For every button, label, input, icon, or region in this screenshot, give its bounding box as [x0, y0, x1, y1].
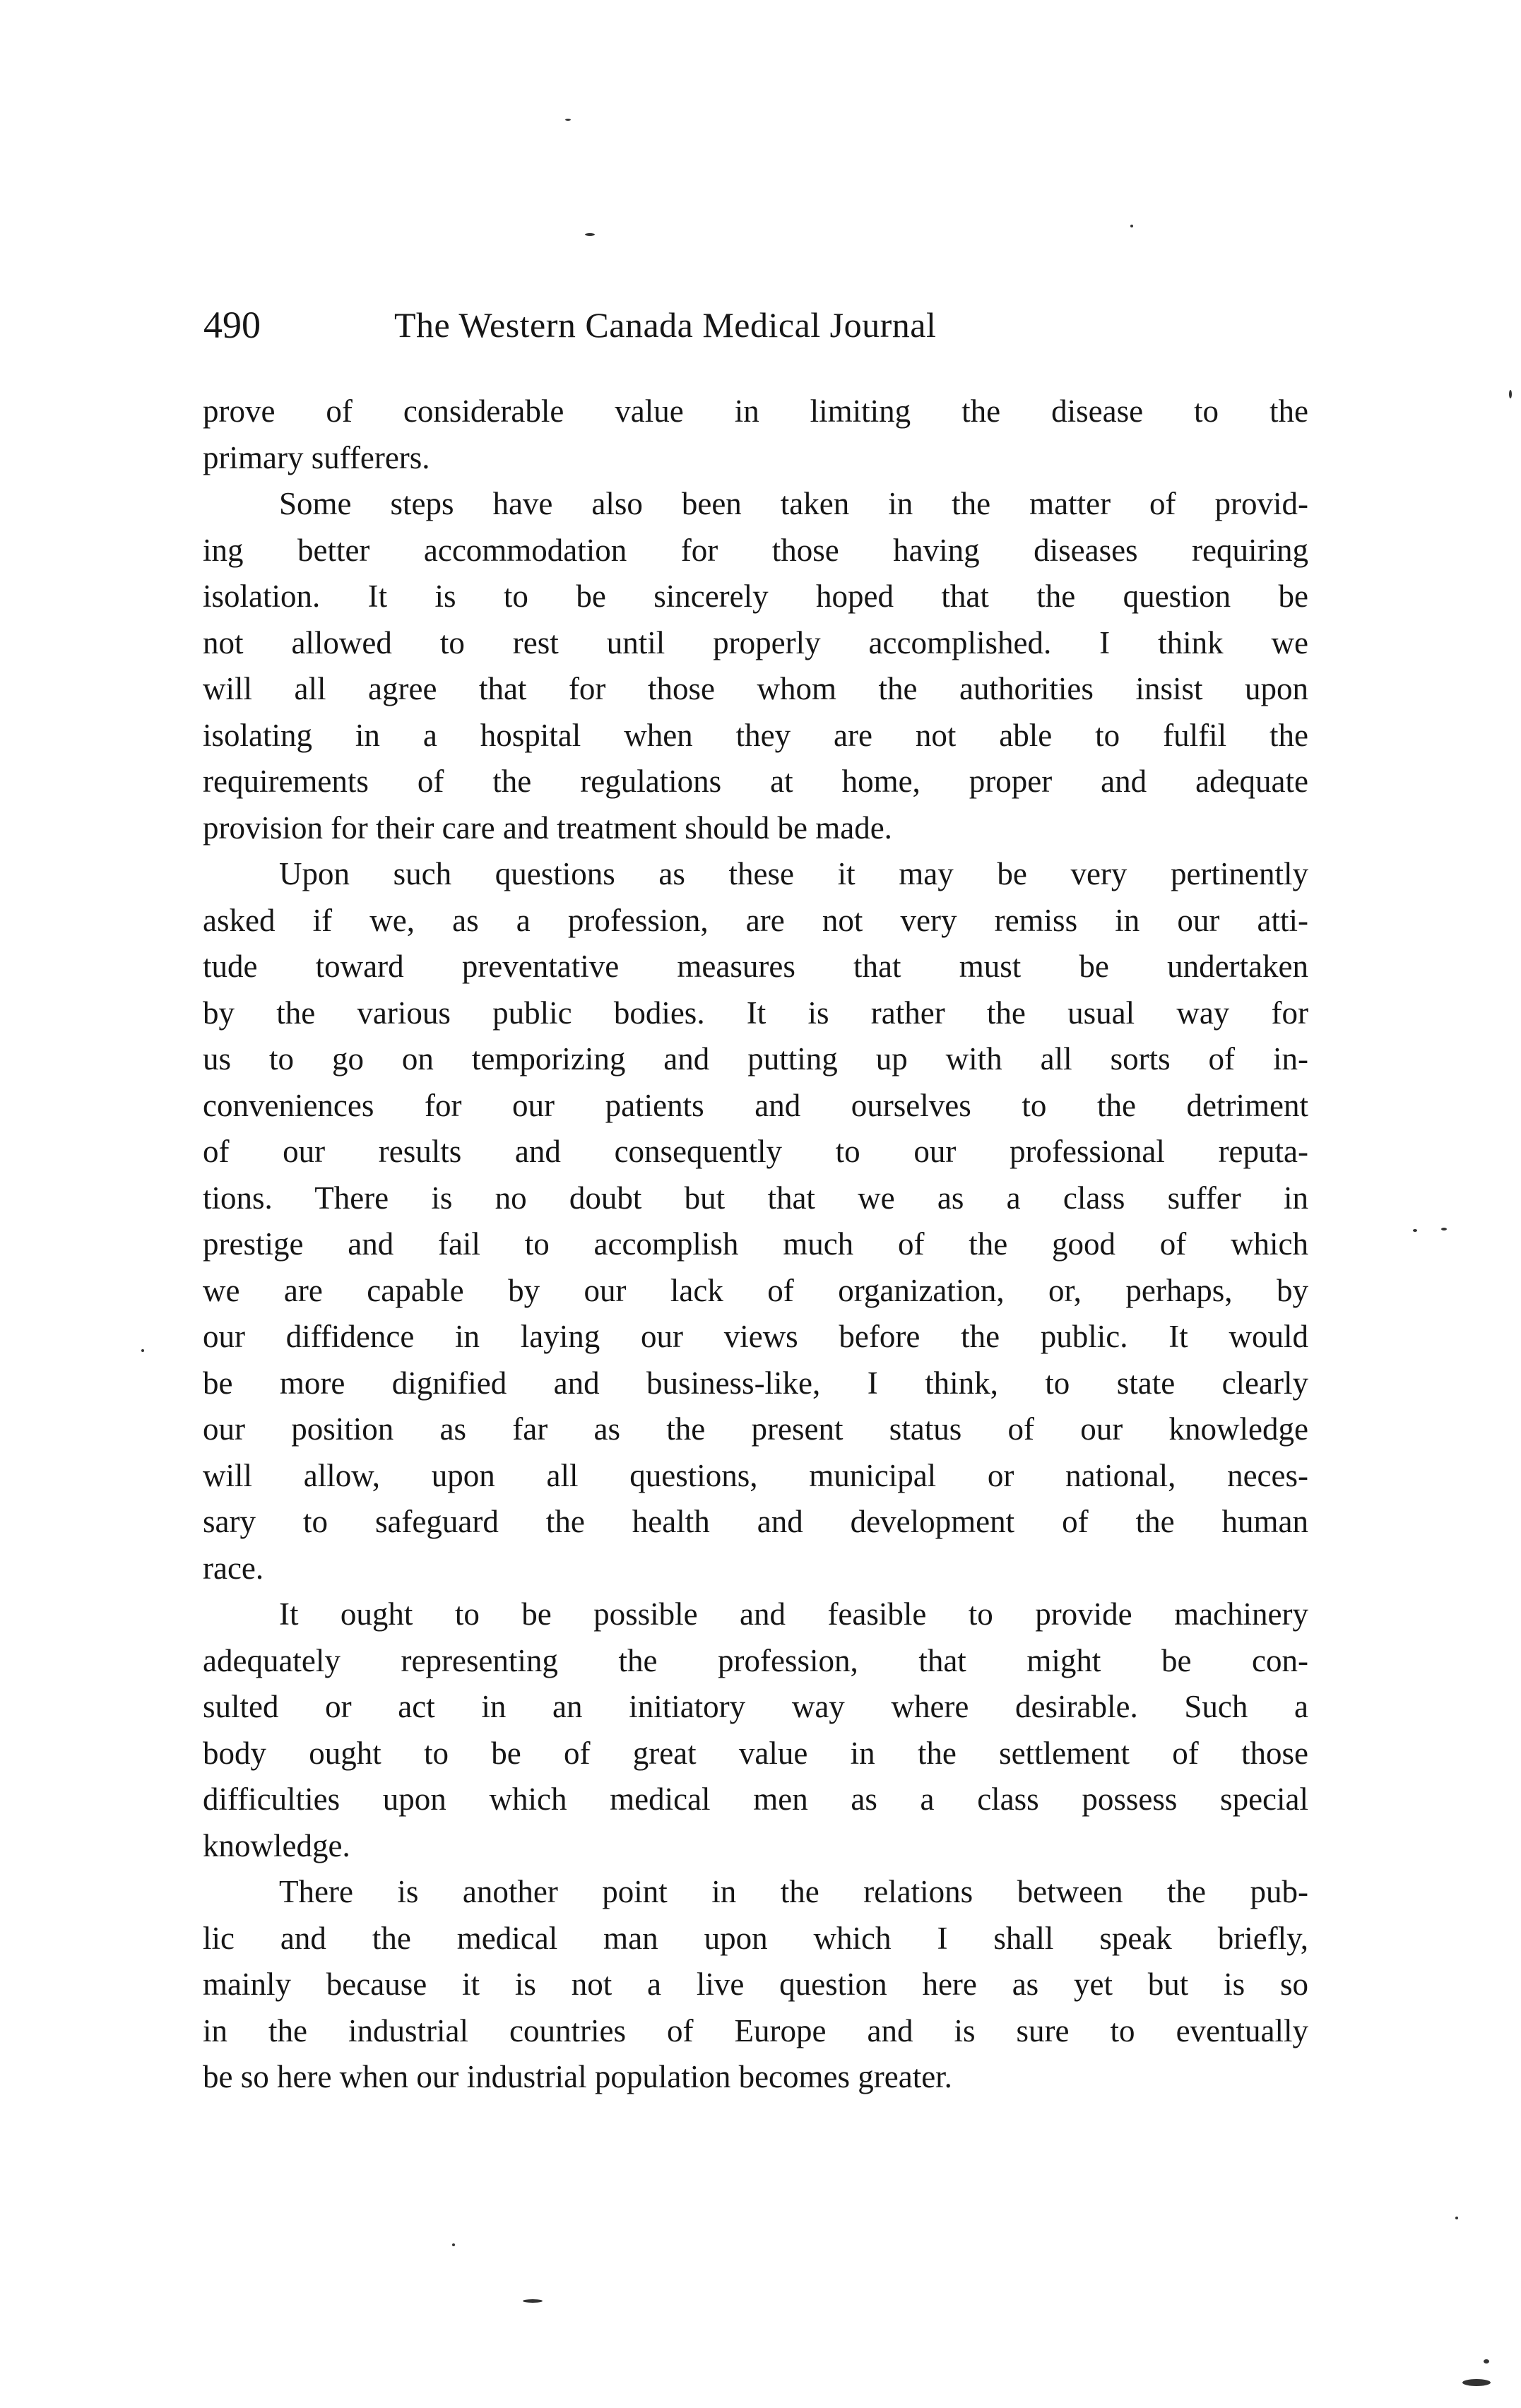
text-line: isolating in a hospital when they are not able to fulfil the [203, 717, 1308, 753]
text-line: asked if we, as a profession, are not very remiss in our atti- [203, 902, 1308, 938]
text-line: tude toward preventative measures that must be undertaken [203, 949, 1308, 984]
text-line: requirements of the regulations at home, proper and adequate [203, 764, 1308, 799]
text-line: sulted or act in an initiatory way where desirable. Such a [203, 1689, 1308, 1724]
text-line: sary to safeguard the health and development of the human [203, 1504, 1308, 1539]
text-line: knowledge. [203, 1827, 350, 1863]
text-line: difficulties upon which medical men as a class possess special [203, 1781, 1308, 1817]
text-line: There is another point in the relations between the pub- [279, 1874, 1308, 1909]
paragraph [203, 1591, 1308, 1869]
journal-title: The Western Canada Medical Journal [394, 305, 937, 345]
scan-speck [585, 233, 595, 236]
scan-speck [1441, 1228, 1447, 1230]
text-line: It ought to be possible and feasible to provide machinery [279, 1596, 1308, 1632]
scan-speck [1413, 1229, 1417, 1232]
text-line: be more dignified and business-like, I think, to state clearly [203, 1365, 1308, 1401]
article-body [203, 389, 1308, 2101]
scan-speck [565, 119, 571, 121]
text-line: mainly because it is not a live question here as yet but is so [203, 1967, 1308, 2002]
text-line: us to go on temporizing and putting up with all sorts of in- [203, 1041, 1308, 1077]
text-line: ing better accommodation for those having diseases requiring [203, 532, 1308, 568]
text-line: adequately representing the profession, that might be con- [203, 1642, 1308, 1678]
text-line: provision for their care and treatment should be made. [203, 809, 892, 846]
scan-speck [1455, 2217, 1458, 2219]
text-line: our diffidence in laying our views before the public. It would [203, 1319, 1308, 1354]
scan-speck [1462, 2379, 1491, 2386]
text-line: be so here when our industrial population becomes greater. [203, 2059, 952, 2094]
scan-speck [1509, 390, 1512, 398]
text-line: Upon such questions as these it may be very pertinently [279, 856, 1308, 891]
text-line: Some steps have also been taken in the matter of provid- [279, 486, 1308, 521]
scan-speck [523, 2299, 543, 2303]
text-line: not allowed to rest until properly accomplished. I think we [203, 624, 1308, 660]
text-line: body ought to be of great value in the settlement of those [203, 1735, 1308, 1771]
text-line: our position as far as the present status of our knowledge [203, 1411, 1308, 1447]
text-line: prestige and fail to accomplish much of the good of which [203, 1226, 1308, 1262]
scan-speck [1130, 225, 1133, 227]
text-line: of our results and consequently to our professional reputa- [203, 1134, 1308, 1169]
text-line: race. [203, 1550, 264, 1586]
text-line: lic and the medical man upon which I shall speak briefly, [203, 1920, 1308, 1956]
paragraph [203, 1869, 1308, 2101]
scan-speck [141, 1349, 144, 1352]
text-line: conveniences for our patients and ourselves to the detriment [203, 1087, 1308, 1123]
running-head [203, 300, 1306, 350]
paragraph [203, 851, 1308, 1591]
text-line: prove of considerable value in limiting the disease to the [203, 393, 1308, 429]
text-line: primary sufferers. [203, 439, 430, 475]
scan-speck [452, 2243, 455, 2246]
scan-speck [1484, 2359, 1489, 2363]
text-line: we are capable by our lack of organization, or, perhaps, by [203, 1272, 1308, 1308]
paragraph [203, 389, 1308, 481]
text-line: by the various public bodies. It is rather the usual way for [203, 995, 1308, 1031]
paragraph [203, 481, 1308, 851]
text-line: will allow, upon all questions, municipal or national, neces- [203, 1457, 1308, 1493]
page-number: 490 [203, 304, 261, 346]
text-line: tions. There is no doubt but that we as a class suffer in [203, 1180, 1308, 1216]
text-line: isolation. It is to be sincerely hoped that the question be [203, 579, 1308, 614]
text-line: in the industrial countries of Europe and is sure to eventually [203, 2012, 1308, 2048]
text-line: will all agree that for those whom the authorities insist upon [203, 671, 1308, 706]
